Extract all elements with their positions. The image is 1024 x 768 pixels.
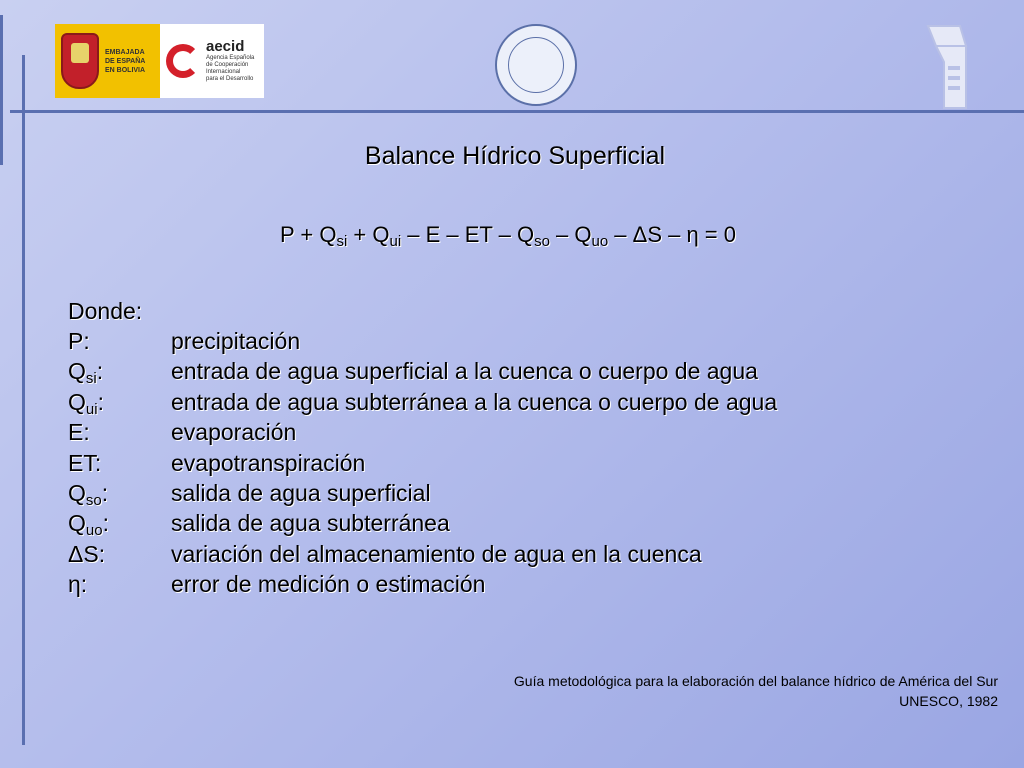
coat-of-arms-icon (61, 33, 99, 89)
definitions-list (68, 296, 777, 600)
definition-symbol: ΔS: (68, 540, 106, 567)
spain-embassy-text: EMBAJADA DE ESPAÑA EN BOLIVIA (105, 48, 146, 74)
definition-symbol: η: (68, 571, 88, 598)
definition-symbol: $Q_{ui}$: (68, 388, 104, 418)
definition-symbol: $Q_{so}$: (68, 480, 109, 510)
definition-text: variación del almacenamiento de agua en la cuenca (171, 540, 702, 567)
definition-text: evapotranspiración (171, 449, 366, 476)
definition-symbol: P: (68, 328, 90, 355)
university-logo-icon (922, 22, 972, 110)
definition-text: entrada de agua superficial a la cuenca o cuerpo de agua (171, 358, 758, 385)
header-divider (10, 110, 1024, 113)
definition-text: salida de agua superficial (171, 480, 431, 507)
aecid-c-icon (166, 44, 200, 78)
definition-row (68, 478, 777, 508)
definition-row (68, 539, 777, 569)
definitions-heading: Donde: (68, 297, 143, 324)
meteorology-service-seal (495, 24, 577, 106)
definition-symbol: $Q_{uo}$: (68, 510, 109, 540)
aecid-title: aecid (206, 38, 245, 55)
bolivia-map-icon (508, 37, 564, 93)
slide-title: Balance Hídrico Superficial (364, 142, 666, 170)
definition-symbol: E: (68, 419, 90, 446)
definition-row (68, 509, 777, 539)
definition-text: entrada de agua subterránea a la cuenca o cuerpo de agua (171, 388, 778, 415)
definition-row (68, 570, 777, 600)
reference-source: UNESCO, 1982 (899, 693, 998, 709)
reference-title: Guía metodológica para la elaboración del balance hídrico de América del Sur (513, 673, 998, 689)
definition-row (68, 448, 777, 478)
water-balance-equation: $P + Q_{si} + Q_{ui} - E$ – ET – $Q_{so} - Q_{uo} - \Delta S - \eta = 0$ (279, 222, 737, 250)
spain-embassy-logo (55, 24, 160, 98)
definition-row (68, 326, 777, 356)
definition-text: precipitación (171, 328, 301, 355)
definition-row (68, 357, 777, 387)
aecid-logo: aecid Agencia Española de Cooperación Internacional para el Desarrollo (160, 24, 264, 98)
definition-text: evaporación (171, 419, 297, 446)
definition-row (68, 387, 777, 417)
definition-text: salida de agua subterránea (171, 510, 450, 537)
reference-citation (514, 671, 998, 711)
definition-symbol: $Q_{si}$: (68, 358, 104, 388)
definition-text: error de medición o estimación (171, 571, 486, 598)
definition-row (68, 418, 777, 448)
definition-symbol: ET: (68, 449, 102, 476)
